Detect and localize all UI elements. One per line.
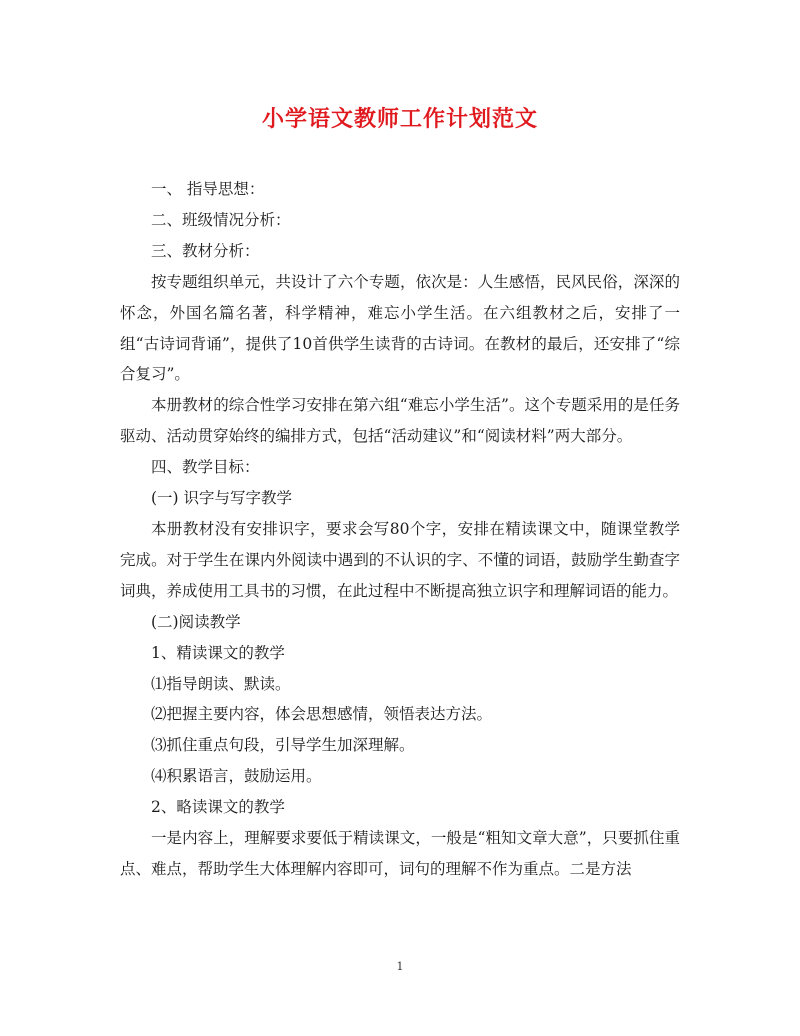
heading-class-analysis: 二、班级情况分析：	[151, 210, 291, 229]
list-item: ⑶抓住重点句段，引导学生加深理解。	[151, 736, 415, 755]
list-item: ⑷积累语言，鼓励运用。	[151, 767, 322, 786]
paragraph-skimming: 一是内容上，理解要求要低于精读课文，一般是“粗知文章大意”，只要抓住重点、难点，帮助学生大体理解内容即可，词句的理解不作为重点。二是方法	[120, 829, 680, 878]
document-body	[120, 174, 680, 885]
list-item: ⑴指导朗读、默读。	[151, 674, 291, 693]
paragraph-textbook-units: 按专题组织单元，共设计了六个专题，依次是：人生感悟，民风民俗，深深的怀念，外国名篇名著，科学精神，难忘小学生活。在六组教材之后，安排了一组“古诗词背诵”，提供了10首供学生读背的古诗词。在教材的最后，还安排了“综合复习”。	[120, 272, 680, 384]
document-title: 小学语文教师工作计划范文	[261, 106, 538, 132]
heading-textbook-analysis: 三、教材分析：	[151, 241, 260, 260]
page-number: 1	[396, 960, 404, 973]
subheading-intensive-reading: 1、精读课文的教学	[151, 643, 285, 662]
subheading-literacy: (一) 识字与写字教学	[151, 489, 293, 508]
heading-teaching-goals: 四、教学目标：	[151, 458, 260, 477]
list-item: ⑵把握主要内容，体会思想感情，领悟表达方法。	[151, 705, 493, 724]
subheading-skimming: 2、略读课文的教学	[151, 798, 285, 817]
subheading-reading: (二)阅读教学	[151, 612, 241, 631]
heading-guiding-ideology: 一、 指导思想：	[151, 180, 265, 198]
paragraph-literacy: 本册教材没有安排识字，要求会写80个字，安排在精读课文中，随课堂教学完成。对于学生在课内外阅读中遇到的不认识的字、不懂的词语，鼓励学生勤查字词典，养成使用工具书的习惯，在此过程中不断提高独立识字和理解词语的能力。	[120, 519, 680, 600]
paragraph-comprehensive-learning: 本册教材的综合性学习安排在第六组“难忘小学生活”。这个专题采用的是任务驱动、活动贯穿始终的编排方式，包括“活动建议”和“阅读材料”两大部分。	[120, 396, 680, 446]
